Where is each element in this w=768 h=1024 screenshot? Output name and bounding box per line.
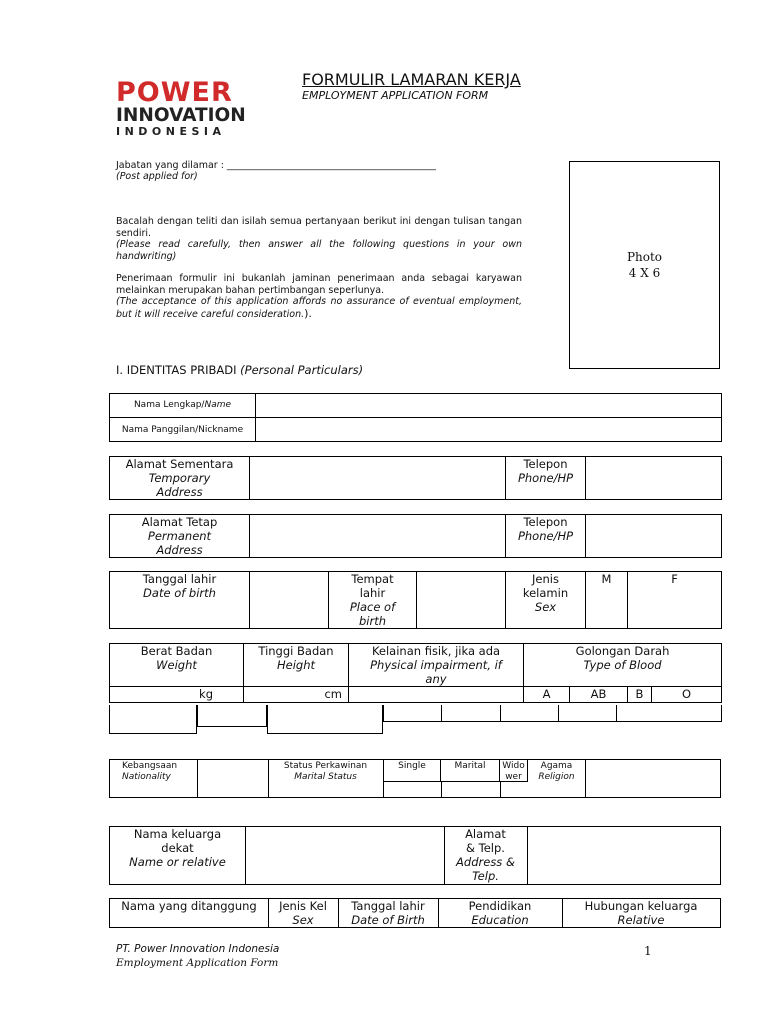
height-unit: cm [324, 687, 342, 701]
page-number: 1 [644, 944, 652, 958]
relative-name-label-en: Name or relative [129, 855, 226, 869]
relative-address-label-id: Alamat & Telp. [465, 827, 506, 855]
post-applied-label-en: (Post applied for) [116, 171, 198, 182]
extra-field-block-3[interactable] [267, 705, 383, 734]
place-of-birth-field[interactable] [417, 572, 506, 629]
temporary-phone-label-id: Telepon [523, 457, 568, 471]
extra-field-cell[interactable] [442, 705, 501, 721]
extra-field-cell[interactable] [559, 705, 617, 721]
full-name-label [110, 394, 256, 418]
relative-row [109, 826, 721, 885]
temporary-address-label [110, 457, 250, 500]
instructions-paragraph-1 [116, 216, 522, 262]
religion-cell [528, 760, 586, 797]
full-name-label-en: Name [204, 400, 232, 410]
dependent-education-header-id: Pendidikan [468, 899, 532, 913]
temporary-address-table [109, 456, 722, 500]
physical-table [109, 643, 722, 703]
dependent-sex-header [268, 899, 339, 927]
instructions-2-en [116, 296, 522, 320]
blood-type-label-en: Type of Blood [583, 658, 662, 672]
company-logo [116, 78, 256, 142]
place-of-birth-label [329, 572, 417, 629]
relative-address-label [444, 827, 528, 884]
photo-size: 4 X 6 [628, 266, 661, 280]
instructions-2-en-end: ). [304, 306, 312, 320]
permanent-phone-field[interactable] [586, 515, 722, 558]
weight-label-en: Weight [156, 658, 197, 672]
extra-field-cell[interactable] [384, 705, 442, 721]
weight-unit: kg [199, 687, 213, 701]
temporary-address-label-en: Temporary Address [148, 471, 211, 499]
instructions-1-en: (Please read carefully, then answer all the following questions in your own handwriting) [116, 239, 522, 262]
date-of-birth-field[interactable] [250, 572, 329, 629]
height-field[interactable] [244, 687, 349, 703]
extra-field-cell[interactable] [617, 705, 722, 721]
dependent-relation-header-id: Hubungan keluarga [584, 899, 698, 913]
blood-type-o[interactable]: O [652, 687, 722, 703]
marital-status-text-en: Marital Status [294, 772, 357, 782]
widower-check[interactable] [500, 782, 528, 797]
footer [116, 942, 279, 970]
permanent-phone-label [506, 515, 586, 558]
marital-row [109, 759, 721, 798]
dependent-birth-header [338, 899, 439, 927]
blood-type-label-id: Golongan Darah [575, 644, 670, 658]
logo-line-innovation: INNOVATION [116, 105, 246, 126]
sex-label [506, 572, 586, 629]
sex-female-option[interactable]: F [628, 572, 722, 629]
permanent-phone-label-id: Telepon [523, 515, 568, 529]
place-of-birth-label-en: Place of birth [349, 600, 396, 628]
height-label [244, 644, 349, 687]
nickname-label: Nama Panggilan/Nickname [110, 418, 256, 442]
permanent-address-label-en: Permanent Address [147, 529, 212, 557]
instructions-2-id: Penerimaan formulir ini bukanlah jaminan penerimaan anda sebagai karyawan melainkan merupakan bahan pertimbangan seperlunya. [116, 273, 522, 296]
relative-name-label [110, 827, 246, 884]
dependent-name-header: Nama yang ditanggung [110, 899, 269, 927]
sex-label-en: Sex [534, 600, 557, 614]
dependent-education-header [438, 899, 563, 927]
temporary-phone-field[interactable] [586, 457, 722, 500]
temporary-address-field[interactable] [250, 457, 506, 500]
instructions-1-id: Bacalah dengan teliti dan isilah semua pertanyaan berikut ini dengan tulisan tangan sendiri. [116, 216, 522, 239]
photo-label: Photo [626, 250, 663, 264]
impairment-label-id: Kelainan fisik, jika ada [371, 644, 501, 658]
permanent-address-table [109, 514, 722, 558]
single-check[interactable] [384, 782, 442, 797]
temporary-address-label-id: Alamat Sementara [125, 457, 234, 471]
extra-field-cell[interactable] [501, 705, 559, 721]
weight-field[interactable] [110, 687, 244, 703]
dependent-birth-header-id: Tanggal lahir [351, 899, 425, 913]
blood-type-b[interactable]: B [628, 687, 652, 703]
height-label-en: Height [276, 658, 315, 672]
date-of-birth-label [110, 572, 250, 629]
weight-label-id: Berat Badan [140, 644, 213, 658]
birth-table [109, 571, 722, 629]
sex-label-id: Jenis kelamin [522, 572, 569, 600]
blood-type-a[interactable]: A [524, 687, 570, 703]
single-option[interactable]: Single [384, 760, 441, 782]
nationality-text: Kebangsaan [122, 761, 178, 771]
extra-field-block-1[interactable] [109, 705, 197, 734]
extra-field-block-2[interactable] [197, 705, 267, 727]
religion-input[interactable] [586, 760, 720, 797]
dependent-birth-header-en: Date of Birth [351, 913, 425, 927]
relative-name-field[interactable] [246, 827, 445, 884]
weight-label [110, 644, 244, 687]
relative-name-label-id: Nama keluarga dekat [133, 827, 222, 855]
dependent-sex-header-id: Jenis Kel [279, 899, 327, 913]
permanent-address-label-id: Alamat Tetap [141, 515, 218, 529]
sex-male-option[interactable]: M [586, 572, 628, 629]
section-personal-title-en: (Personal Particulars) [240, 363, 364, 377]
full-name-field[interactable] [256, 394, 722, 418]
temporary-phone-label [506, 457, 586, 500]
married-option[interactable]: Marital [441, 760, 500, 782]
logo-line-indonesia: INDONESIA [116, 125, 226, 138]
date-of-birth-label-en: Date of birth [143, 586, 216, 600]
permanent-address-label [110, 515, 250, 558]
section-personal-title-id: I. IDENTITAS PRIBADI [116, 363, 241, 377]
blood-type-label [524, 644, 722, 687]
form-subtitle: EMPLOYMENT APPLICATION FORM [302, 89, 489, 102]
instructions-2-en-text: (The acceptance of this application affords no assurance of eventual employment, but it will receive careful consideration. [116, 296, 522, 320]
place-of-birth-label-id: Tempat lahir [351, 572, 394, 600]
extra-field-grid [383, 705, 722, 722]
name-table [109, 393, 722, 442]
nationality-text-en: Nationality [122, 772, 171, 782]
logo-line-power: POWER [116, 77, 233, 108]
marital-status-cell [268, 760, 384, 797]
permanent-phone-label-en: Phone/HP [517, 529, 574, 543]
widower-option[interactable]: Widower [500, 760, 528, 782]
full-name-label-id: Nama Lengkap/ [133, 400, 205, 410]
date-of-birth-label-id: Tanggal lahir [142, 572, 217, 586]
relative-address-field[interactable] [528, 827, 720, 884]
height-label-id: Tinggi Badan [258, 644, 334, 658]
religion-text: Agama [540, 761, 573, 771]
instructions-paragraph-2 [116, 273, 522, 320]
nickname-field[interactable] [256, 418, 722, 442]
photo-box[interactable] [569, 161, 720, 369]
footer-doc: Employment Application Form [116, 957, 279, 969]
married-check[interactable] [441, 782, 501, 797]
impairment-field[interactable] [349, 687, 524, 703]
permanent-address-field[interactable] [250, 515, 506, 558]
dependents-header-row [109, 898, 721, 928]
marital-status-text: Status Perkawinan [283, 761, 368, 771]
dependent-education-header-en: Education [471, 913, 529, 927]
religion-text-en: Religion [538, 772, 575, 782]
relative-address-label-en: Address & Telp. [456, 855, 515, 883]
footer-company: PT. Power Innovation Indonesia [116, 943, 280, 955]
form-title: FORMULIR LAMARAN KERJA [302, 70, 521, 89]
dependent-relation-header [562, 899, 720, 927]
impairment-label-en: Physical impairment, if any [370, 658, 502, 686]
blood-type-ab[interactable]: AB [570, 687, 628, 703]
dependent-sex-header-en: Sex [292, 913, 314, 927]
impairment-label [349, 644, 524, 687]
nationality-input[interactable] [198, 760, 269, 797]
dependent-relation-header-en: Relative [617, 913, 665, 927]
nationality-cell [110, 760, 198, 797]
section-personal-title [116, 363, 363, 377]
post-applied-label: Jabatan yang dilamar : ____________________________________________ [116, 160, 436, 171]
temporary-phone-label-en: Phone/HP [517, 471, 574, 485]
